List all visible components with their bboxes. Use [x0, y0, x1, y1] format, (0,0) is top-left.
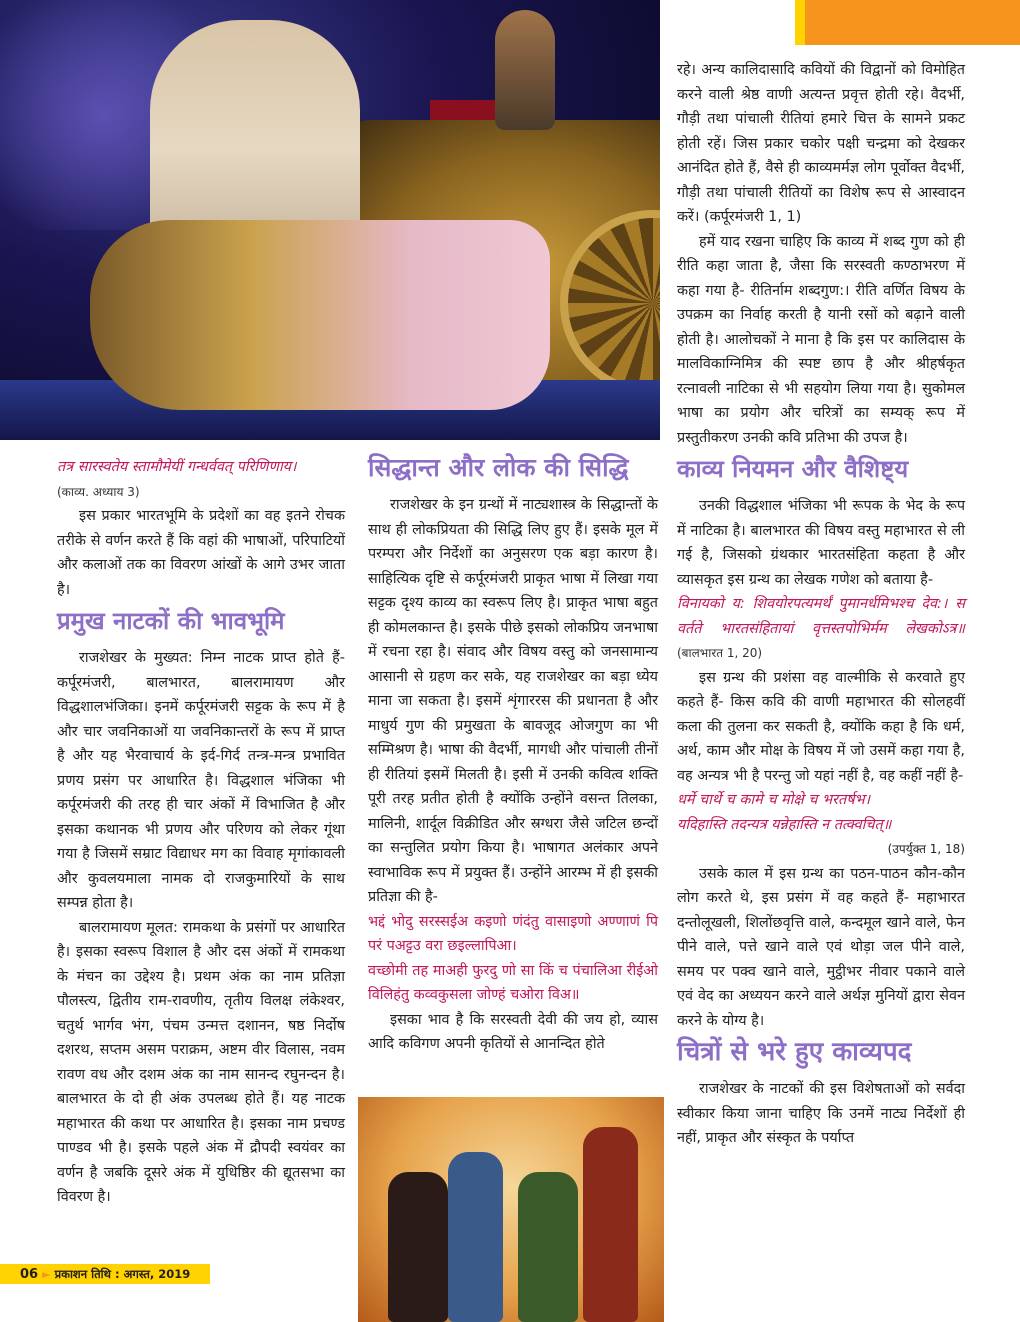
- paragraph: राजशेखर के मुख्यत: निम्न नाटक प्राप्त होते हैं- कर्पूरमंजरी, बालभारत, बालरामायण और विद्धशालभंजिका। इनमें कर्पूरमंजरी सट्टक के रूप में है और चार जवनिकाओं या जवनिकान्तरों के रूप में प्राप्त है और यह भैरवाचार्य के इर्द-गिर्द तन्त्र-मन्त्र प्रभावित प्रणय प्रसंग पर आधारित है। विद्धशाल भंजिका भी कर्पूरमंजरी की तरह ही चार अंकों में विभाजित है और इसका कथानक भी प्रणय और परिणय को लेकर गूंथा गया है जिसमें सम्राट विद्याधर मग का विवाह मृगांकावली और कुवलयमाला नामक दो राजकुमारियों के साथ सम्पन्न होता है।: [57, 650, 345, 911]
- section-heading: काव्य नियमन और वैशिष्ट्य: [677, 455, 909, 483]
- quote-reference: (काव्य. अध्याय 3): [57, 484, 140, 499]
- corner-accent-strip: [795, 0, 805, 45]
- paragraph: राजशेखर के नाटकों की इस विशेषताओं को सर्वदा स्वीकार किया जाना चाहिए कि उनमें नाट्य निर्देशों ही नहीं, प्राकृत और संस्कृत के पर्याप्त: [677, 1081, 965, 1146]
- page-number: 06: [20, 1266, 39, 1282]
- corner-accent: [795, 0, 1020, 45]
- prakrit-quote: भद्दं भोदु सरस्सईअ कइणो णंदंतु वासाइणो अण्णाणं पि परं पअट्टउ वरा छइल्लापिआ।: [368, 913, 658, 954]
- background-actor: [495, 10, 555, 130]
- paragraph: उसके काल में इस ग्रन्थ का पठन-पाठन कौन-कौन लोग करते थे, इस प्रसंग में वह कहते हैं- महाभारत दन्तोलूखली, शिलोंछवृत्ति वाले, कन्दमूल खाने वाले, फेन पीने वाले, पत्ते खाने वाले एवं थोड़ा जल पीने वाले, समय पर पक्व खाने वाले, मुट्ठीभर नीवार पकाने वाले एवं वेद का अध्ययन करने वाले अर्थज्ञ मुनियों द्वारा सेवन करने के योग्य है।: [677, 865, 965, 1029]
- section-heading: प्रमुख नाटकों की भावभूमि: [57, 607, 285, 635]
- quote-text: विनायको य: शिवयोरपत्यमर्थं पुमानर्धमिभश्च देव:। स वर्तते भारतसंहितायां वृत्तस्तपोभिर्मम लेखकोऽत्र॥: [677, 596, 965, 637]
- puppet-photo: [358, 1097, 664, 1322]
- middle-column: [368, 455, 658, 1057]
- section-heading: सिद्धान्त और लोक की सिद्धि: [368, 453, 629, 482]
- paragraph: इस प्रकार भारतभूमि के प्रदेशों का वह इतने रोचक तरीके से वर्णन करते हैं कि वहां की भाषाओं, परिपाटियों और कलाओं तक का विवरण आंखों के आगे उभर जाता है।: [57, 508, 345, 598]
- sanskrit-quote: धर्मे चार्थे च कामे च मोक्षे च भरतर्षभ।: [677, 792, 871, 808]
- puppet-figure: [518, 1172, 578, 1322]
- sanskrit-quote: तत्र सारस्वतेय स्तामौमेयीं गन्धर्ववत् परिणिणाय।: [57, 459, 297, 475]
- paragraph: इस ग्रन्थ की प्रशंसा वह वाल्मीकि से करवाते हुए कहते हैं- किस कवि की वाणी महाभारत की सोलहवीं कला की तुलना कर सकती है, क्योंकि कहा है कि धर्म, अर्थ, काम और मोक्ष के विषय में जो उसमें कहा गया है, वह अन्यत्र भी है परन्तु जो यहां नहीं है, वह कहीं नहीं है-: [677, 669, 965, 784]
- paragraph: राजशेखर के इन ग्रन्थों में नाट्यशास्त्र के सिद्धान्तों के साथ ही लोकप्रियता की सिद्धि लिए हुए हैं। इसके मूल में परम्परा और निर्देशों का अनुसरण एक बड़ा कारण है। साहित्यिक दृष्टि से कर्पूरमंजरी प्राकृत भाषा में लिखा गया सट्टक दृश्य काव्य का स्वरूप लिए है। प्राकृत भाषा बहुत ही कोमलकान्त है। इसके पीछे इसको लोकप्रिय जनभाषा में रचना रहा है। संवाद और विषय वस्तु को जनसामान्य आसानी से ग्रहण कर सके, यह राजशेखर का बड़ा ध्येय माना जा सकता है। इसमें शृंगाररस की प्रधानता है और माधुर्य गुण की प्रमुखता के बावजूद ओजगुण का भी सम्मिश्रण है। भाषा की वैदर्भी, मागधी और पांचाली तीनों ही रीतियां इसमें मिलती है। इसी में उनकी कवित्व शक्ति पूरी तरह प्रतीत होती है क्योंकि उन्होंने वसन्त तिलका, मालिनी, शार्दूल विक्रीडित और स्रग्धरा जैसे जटिल छन्दों का सन्तुलित प्रयोग किया है। भाषागत अलंकार अपने स्वाभाविक रूप में प्रयुक्त हैं। उन्होंने आरम्भ में ही इसकी प्रतिज्ञा की है-: [368, 497, 658, 905]
- paragraph: इसका भाव है कि सरस्वती देवी की जय हो, व्यास आदि कविगण अपनी कृतियों से आनन्दित होते: [368, 1011, 658, 1052]
- puppet-figure: [583, 1127, 638, 1322]
- paragraph: उनकी विद्धशाल भंजिका भी रूपक के भेद के रूप में नाटिका है। बालभारत की विषय वस्तु महाभारत से ली गई है, जिसको ग्रंथकार भारतसंहिता कहता है और व्यासकृत इस ग्रन्थ का लेखक गणेश को बताया है-: [677, 498, 965, 588]
- quote-reference: (बालभारत 1, 20): [677, 646, 763, 660]
- paragraph: रहे। अन्य कालिदासादि कवियों की विद्वानों को विमोहित करने वाली श्रेष्ठ वाणी अत्यन्त प्रवृत्त होती रहे। वैदर्भी, गौड़ी तथा पांचाली रीतियां हमारे चित्त के सामने प्रकट होती रहें। जिस प्रकार चकोर पक्षी चन्द्रमा को देखकर आनंदित होते हैं, वैसे ही काव्यमर्मज्ञ लोग पूर्वोक्त वैदर्भी, गौड़ी तथा पांचाली रीतियों का विशेष रूप से आस्वादन करें। (कर्पूरमंजरी 1, 1): [677, 62, 965, 225]
- quote-reference: (उपर्युक्त 1, 18): [887, 842, 965, 856]
- puppet-figure: [448, 1152, 503, 1322]
- page-footer: [0, 1264, 260, 1284]
- sanskrit-quote: [677, 592, 965, 666]
- reclining-actor: [90, 220, 550, 410]
- prakrit-quote: वच्छोमी तह माअही फुरदु णो सा किं च पंचालिआ रीईओ विलिहंतु कव्वकुसला जोण्हं चओरा विअ॥: [368, 962, 658, 1003]
- sanskrit-quote: यदिहास्ति तदन्यत्र यन्नेहास्ति न तत्क्वचित्॥: [677, 816, 892, 833]
- section-heading: चित्रों से भरे हुए काव्यपद: [677, 1037, 912, 1067]
- paragraph: बालरामायण मूलत: रामकथा के प्रसंगों पर आधारित है। इसका स्वरूप विशाल है और दस अंकों में रामकथा के मंचन का उद्देश्य है। प्रथम अंक का नाम प्रतिज्ञा पौलस्त्य, द्वितीय राम-रावणीय, तृतीय विलक्ष लंकेश्वर, चतुर्थ भार्गव भंग, पंचम उन्मत्त दशानन, षष्ठ निर्दोष दशरथ, सप्तम असम पराक्रम, अष्टम वीर विलास, नवम रावण वध और दशम अंक का नाम सानन्द रघुनन्दन है। बालभारत के दो ही अंक उपलब्ध होते हैं। यह नाटक महाभारत की कथा पर आधारित है। इसका नाम प्रचण्ड पाण्डव भी है। इसके पहले अंक में द्रौपदी स्वयंवर का वर्णन है जबकि दूसरे अंक में युधिष्ठिर की द्यूतसभा का विवरण है।: [57, 919, 345, 1205]
- paragraph: हमें याद रखना चाहिए कि काव्य में शब्द गुण को ही रीति कहा जाता है, जैसा कि सरस्वती कण्ठाभरण में कहा गया है- रीतिर्नाम शब्दगुण:। रीति वर्णित विषय के उपक्रम का निर्वाह करती है यानी रसों को बढ़ाने वाली होती है। आलोचकों ने माना है कि इस पर कालिदास के मालविकाग्निमित्र की स्पष्ट छाप है और श्रीहर्षकृत रत्नावली नाटिका से भी सहयोग लिया गया है। सुकोमल भाषा का प्रयोग और चरित्रों का सम्यक् रूप में प्रस्तुतीकरण उनकी कवि प्रतिभा की उपज है।: [677, 233, 965, 446]
- theatre-photo: [0, 0, 660, 440]
- puppet-figure: [388, 1172, 448, 1322]
- right-column: [677, 58, 965, 1151]
- arrow-icon: ►: [42, 1267, 51, 1281]
- left-column: [57, 455, 345, 1210]
- magazine-name: प्रकाशन तिथि : अगस्त, 2019: [54, 1266, 191, 1281]
